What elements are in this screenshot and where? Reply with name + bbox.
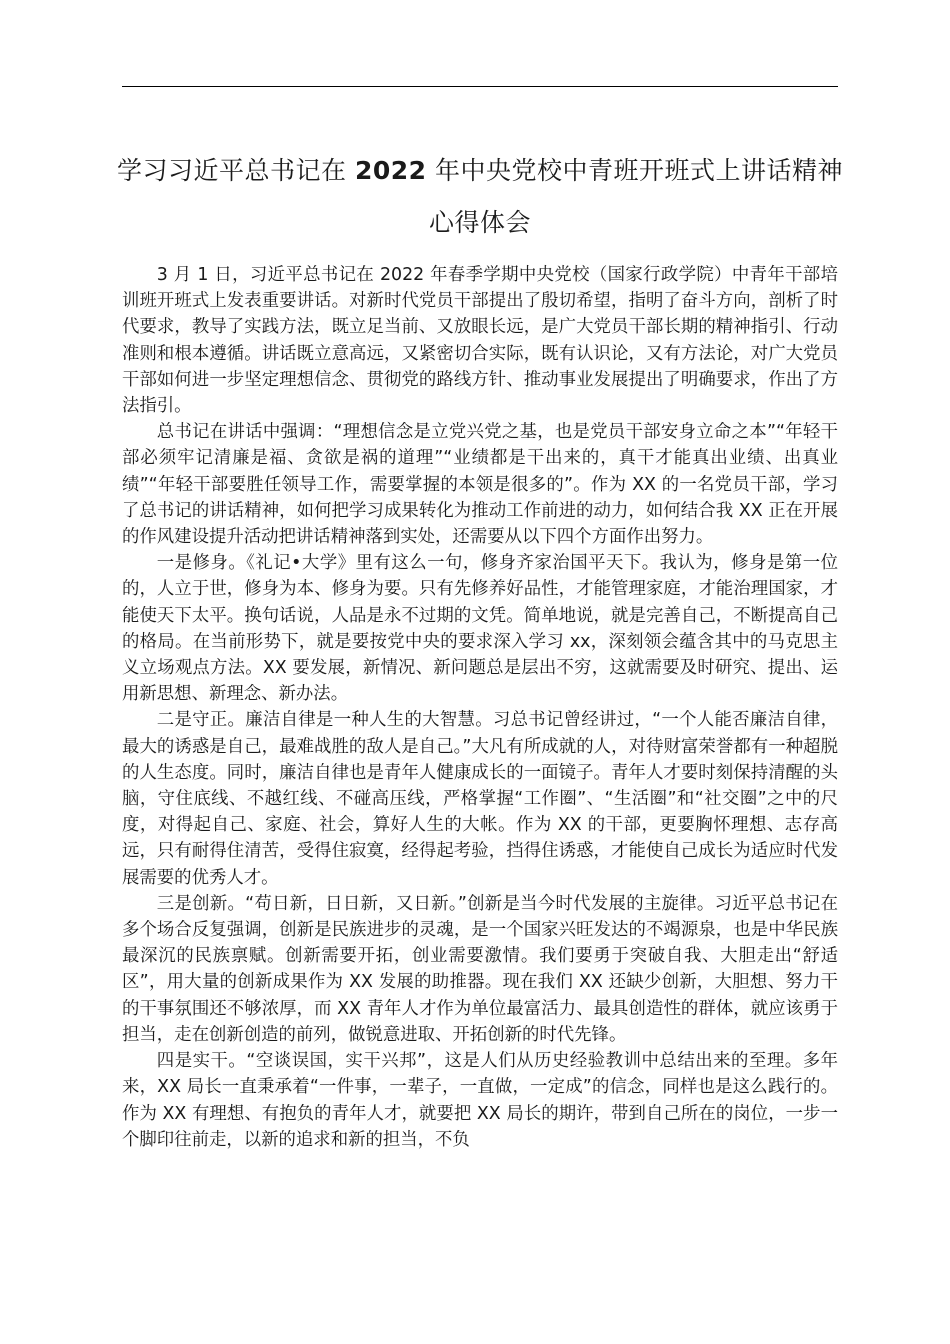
header-rule: [122, 86, 838, 87]
title-part-after: 年中央党校中青班开班式上讲话精神心得体会: [426, 156, 843, 237]
title-year: 2022: [354, 156, 427, 185]
document-body: [122, 262, 838, 1153]
paragraph-hard-work: 四是实干。“空谈误国，实干兴邦”，这是人们从历史经验教训中总结出来的至理。多年来，XX 局长一直秉承着“一件事，一辈子，一直做，一定成”的信念，同样也是这么践行的。作为 XX 有理想、有抱负的青年人才，就要把 XX 局长的期许，带到自己所在的岗位，一步一个脚印往前走，以新的追求和新的担当，不负: [122, 1051, 838, 1150]
paragraph-innovation: 三是创新。“苟日新，日日新，又日新。”创新是当今时代发展的主旋律。习近平总书记在多个场合反复强调，创新是民族进步的灵魂，是一个国家兴旺发达的不竭源泉，也是中华民族最深沉的民族禀赋。创新需要开拓，创业需要激情。我们要勇于突破自我、大胆走出“舒适区”，用大量的创新成果作为 XX 发展的助推器。现在我们 XX 还缺少创新，大胆想、努力干的干事氛围还不够浓厚，而 XX 青年人才作为单位最富活力、最具创造性的群体，就应该勇于担当，走在创新创造的前列，做锐意进取、开拓创新的时代先锋。: [122, 893, 838, 1045]
paragraph-speech-quotes: 总书记在讲话中强调：“理想信念是立党兴党之基，也是党员干部安身立命之本”“年轻干部必须牢记清廉是福、贪欲是祸的道理”“业绩都是干出来的，真干才能真出业绩、出真业绩”“年轻干部要胜任领导工作，需要掌握的本领是很多的”。作为 XX 的一名党员干部，学习了总书记的讲话精神，如何把学习成果转化为推动工作前进的动力，如何结合我 XX 正在开展的作风建设提升活动把讲话精神落到实处，还需要从以下四个方面作出努力。: [122, 422, 838, 548]
paragraph-intro: 3 月 1 日，习近平总书记在 2022 年春季学期中央党校（国家行政学院）中青年干部培训班开班式上发表重要讲话。对新时代党员干部提出了殷切希望，指明了奋斗方向，剖析了时代要求，教导了实践方法，既立足当前、又放眼长远，是广大党员干部长期的精神指引、行动准则和根本遵循。讲话既立意高远，又紧密切合实际，既有认识论，又有方法论，对广大党员干部如何进一步坚定理想信念、贯彻党的路线方针、推动事业发展提出了明确要求，作出了方法指引。: [122, 265, 838, 417]
paragraph-self-cultivation: 一是修身。《礼记•大学》里有这么一句，修身齐家治国平天下。我认为，修身是第一位的，人立于世，修身为本、修身为要。只有先修养好品性，才能管理家庭，才能治理国家，才能使天下太平。换句话说，人品是永不过期的文凭。简单地说，就是完善自己，不断提高自己的格局。在当前形势下，就是要按党中央的要求深入学习 xx，深刻领会蕴含其中的马克思主义立场观点方法。XX 要发展，新情况、新问题总是层出不穷，这就需要及时研究、提出、运用新思想、新理念、新办法。: [122, 553, 838, 705]
title-part-before: 学习习近平总书记在: [117, 156, 355, 185]
document-title: [110, 145, 850, 249]
paragraph-integrity: 二是守正。廉洁自律是一种人生的大智慧。习总书记曾经讲过，“一个人能否廉洁自律，最大的诱惑是自己，最难战胜的敌人是自己。”大凡有所成就的人，对待财富荣誉都有一种超脱的人生态度。同时，廉洁自律也是青年人健康成长的一面镜子。青年人才要时刻保持清醒的头脑，守住底线、不越红线、不碰高压线，严格掌握“工作圈”、“生活圈”和“社交圈”之中的尺度，对得起自己、家庭、社会，算好人生的大帐。作为 XX 的干部，更要胸怀理想、志存高远，只有耐得住清苦，受得住寂寞，经得起考验，挡得住诱惑，才能使自己成长为适应时代发展需要的优秀人才。: [122, 710, 838, 888]
